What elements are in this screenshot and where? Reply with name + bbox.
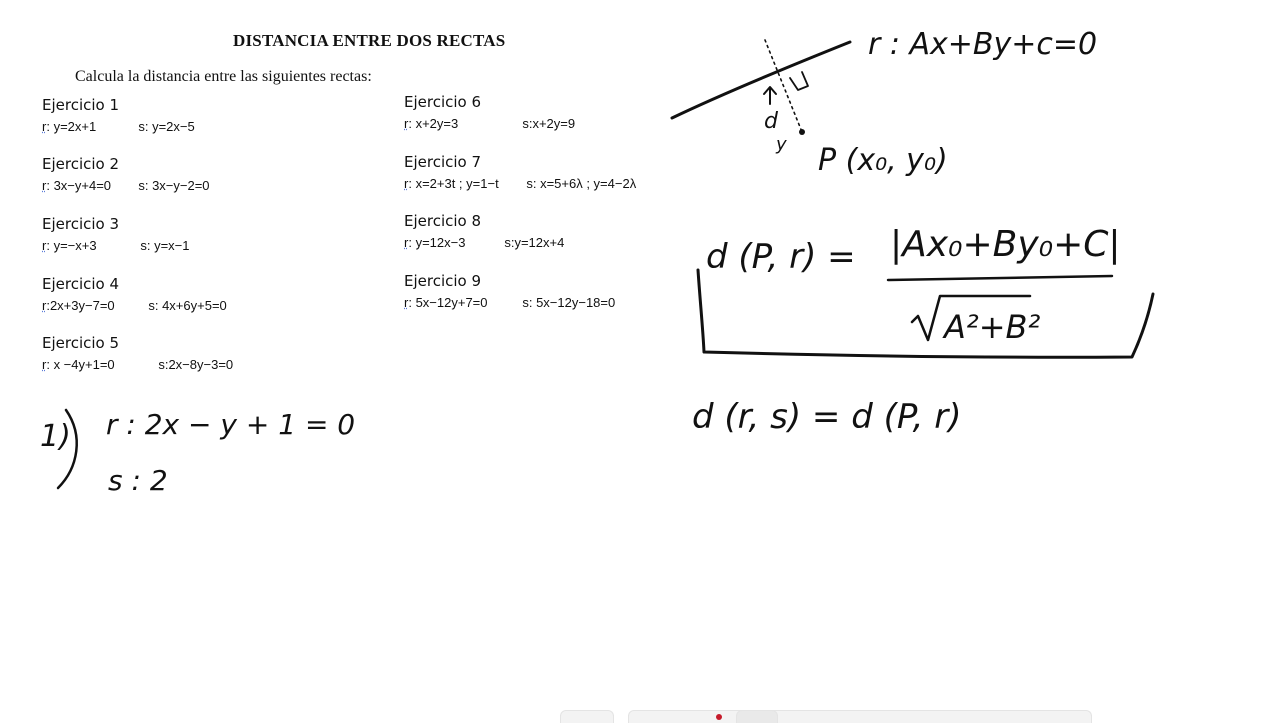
exercise-title: Ejercicio 3: [42, 215, 120, 233]
exercise-title: Ejercicio 7: [404, 153, 482, 171]
line-r-equation: r : Ax+By+c=0: [868, 27, 1098, 62]
exercise-title: Ejercicio 8: [404, 212, 482, 230]
perp-label-d: d: [764, 109, 778, 134]
right-angle-mark: [790, 72, 808, 90]
r-label: r: [42, 238, 47, 253]
exercise-title: Ejercicio 9: [404, 272, 482, 290]
r-label: r: [42, 357, 47, 372]
point-p-dot: [799, 129, 805, 135]
formula-lhs: d (P, r) =: [706, 237, 856, 277]
r-label: r: [42, 119, 47, 134]
exercise-title: Ejercicio 4: [42, 275, 120, 293]
fraction-bar: [888, 276, 1112, 280]
bottom-toolbar[interactable]: [560, 706, 1100, 720]
r-equation: : 5x−12y+7=0: [408, 295, 488, 310]
formula-box: [698, 270, 1153, 357]
r-label: r: [42, 298, 47, 313]
point-p-label: P (x₀, y₀): [818, 143, 948, 178]
s-equation: s: x=5+6λ ; y=4−2λ: [526, 176, 637, 191]
distance-arrow: [764, 87, 776, 104]
formula-denominator: A²+B²: [944, 308, 1041, 346]
r-label: r: [404, 176, 409, 191]
s-equation: s:y=12x+4: [504, 235, 565, 250]
s-equation: s: y=x−1: [140, 238, 190, 253]
s-equation: s:x+2y=9: [522, 116, 576, 131]
r-label: r: [42, 178, 47, 193]
exercise-title: Ejercicio 1: [42, 96, 120, 114]
r-equation: : x+2y=3: [408, 116, 459, 131]
r-equation: : y=2x+1: [46, 119, 97, 134]
perp-label-y: y: [776, 134, 787, 155]
toolbar-button[interactable]: [736, 710, 778, 723]
r-label: r: [404, 235, 409, 250]
exercise-title: Ejercicio 6: [404, 93, 482, 111]
toolbar-segment-main[interactable]: [628, 710, 1092, 723]
s-equation: s: 4x+6y+5=0: [148, 298, 227, 313]
record-indicator-icon: [716, 714, 722, 720]
s-equation: s:2x−8y−3=0: [158, 357, 234, 372]
r-equation: : x=2+3t ; y=1−t: [408, 176, 499, 191]
s-equation: s: 3x−y−2=0: [138, 178, 210, 193]
r-equation: : x −4y+1=0: [46, 357, 115, 372]
r-equation: : y=12x−3: [408, 235, 466, 250]
work-label: 1): [40, 419, 71, 454]
work-line-r: r : 2x − y + 1 = 0: [106, 408, 356, 441]
exercise-title: Ejercicio 2: [42, 155, 120, 173]
work-line-s: s : 2: [108, 464, 168, 497]
r-equation: : 3x−y+4=0: [46, 178, 112, 193]
instruction-text: Calcula la distancia entre las siguientes rectas:: [75, 68, 372, 85]
formula-numerator: |Ax₀+By₀+C|: [890, 224, 1121, 265]
toolbar-segment-left[interactable]: [560, 710, 614, 723]
s-equation: s: 5x−12y−18=0: [522, 295, 616, 310]
line-r-stroke: [672, 42, 850, 118]
exercise-title: Ejercicio 5: [42, 334, 120, 352]
document-title: DISTANCIA ENTRE DOS RECTAS: [233, 31, 506, 50]
r-label: r: [404, 116, 409, 131]
r-label: r: [404, 295, 409, 310]
distance-relation: d (r, s) = d (P, r): [692, 397, 962, 437]
r-equation: : y=−x+3: [46, 238, 97, 253]
s-equation: s: y=2x−5: [138, 119, 195, 134]
r-equation: :2x+3y−7=0: [46, 298, 115, 313]
